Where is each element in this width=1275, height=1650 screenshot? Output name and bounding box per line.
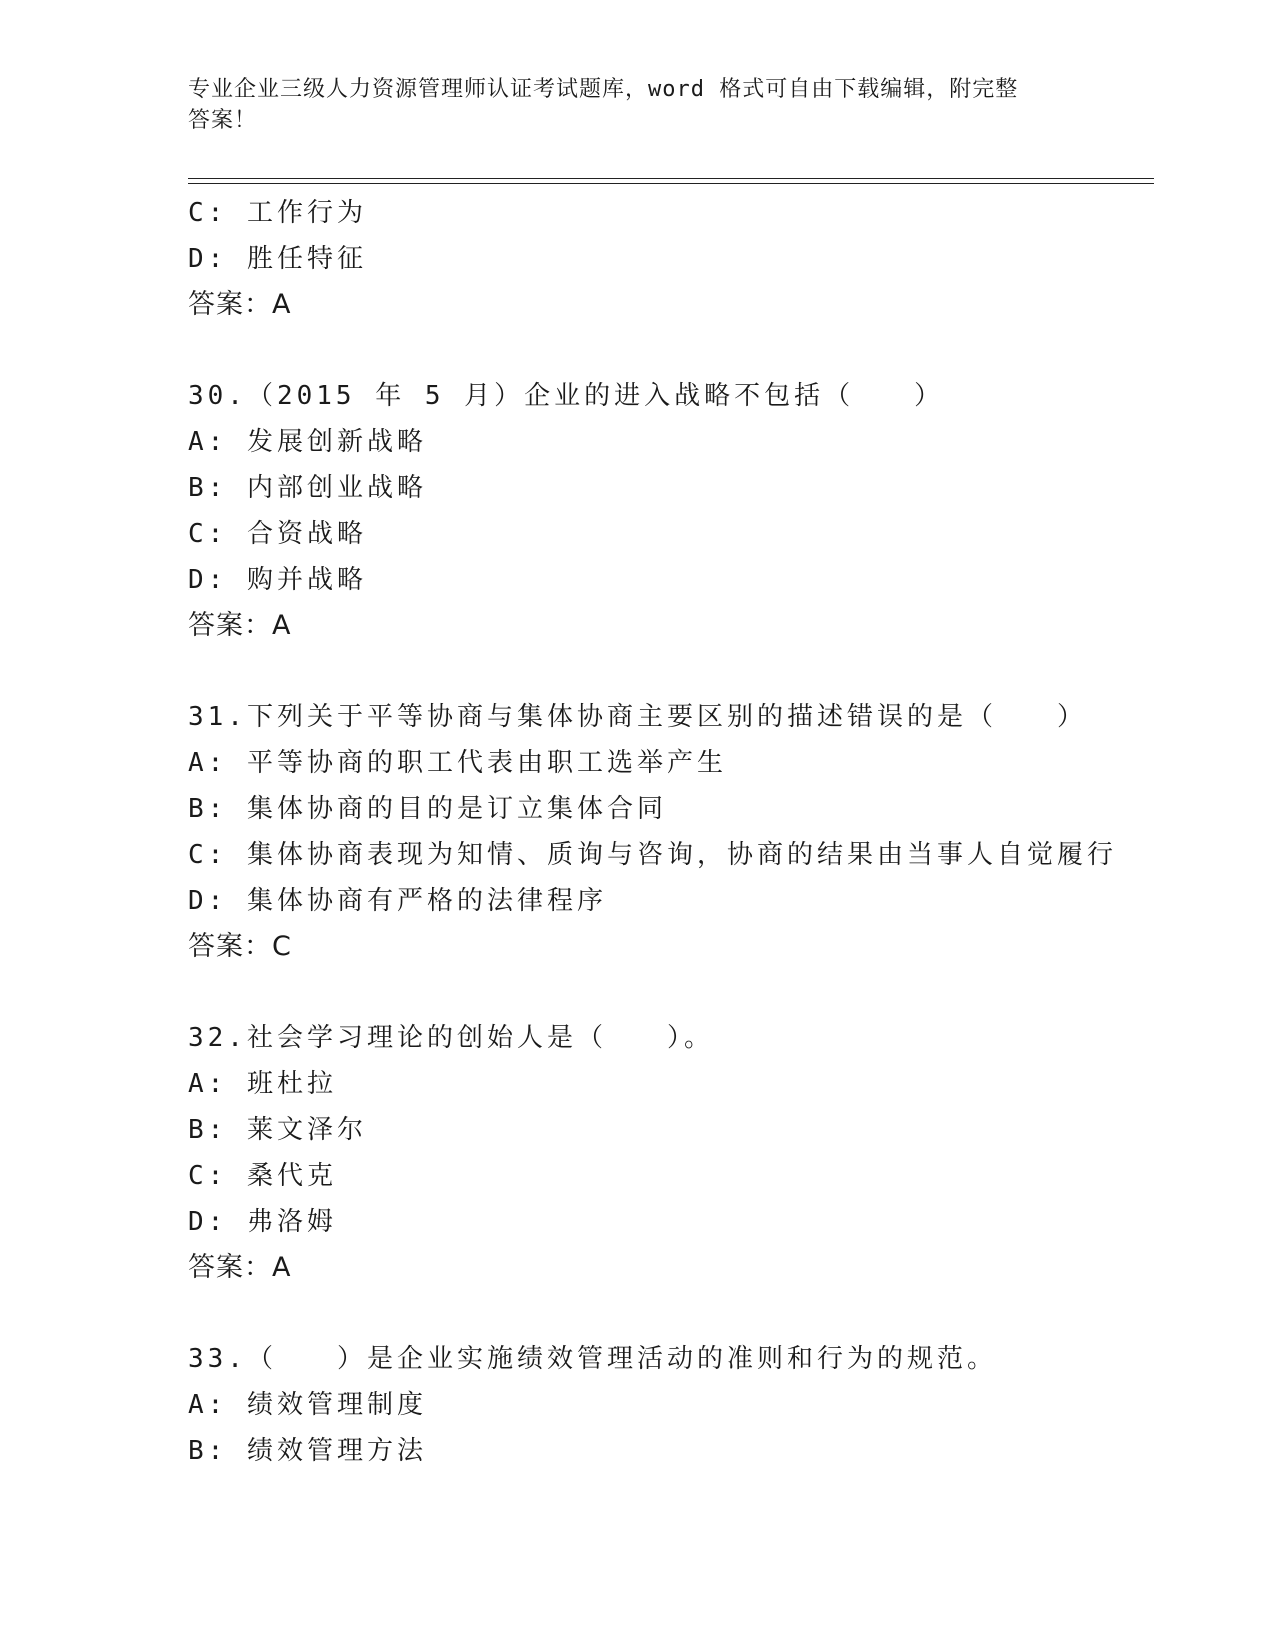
- question-list: [188, 190, 1148, 1474]
- option-b: B: 绩效管理方法: [188, 1436, 427, 1466]
- document-header: [188, 74, 1068, 136]
- question-30: 30.（2015 年 5 月）企业的进入战略不包括（ ）: [188, 381, 945, 411]
- option-c: C: 工作行为: [188, 198, 367, 228]
- answer-line: 答案：A: [188, 1252, 292, 1283]
- question-31: 31.下列关于平等协商与集体协商主要区别的描述错误的是（ ）: [188, 702, 1087, 732]
- question-33: 33.（ ）是企业实施绩效管理活动的准则和行为的规范。: [188, 1344, 997, 1374]
- option-a: A: 班杜拉: [188, 1069, 337, 1099]
- option-d: D: 胜任特征: [188, 244, 367, 274]
- answer-line: 答案：C: [188, 931, 292, 962]
- header-line-1: 专业企业三级人力资源管理师认证考试题库，word 格式可自由下载编辑，附完整: [188, 77, 1019, 102]
- option-b: B: 内部创业战略: [188, 473, 427, 503]
- option-b: B: 集体协商的目的是订立集体合同: [188, 794, 667, 824]
- option-b: B: 莱文泽尔: [188, 1115, 367, 1145]
- option-a: A: 绩效管理制度: [188, 1390, 427, 1420]
- header-line-2: 答案！: [188, 108, 258, 133]
- answer-line: 答案：A: [188, 610, 292, 641]
- answer-line: 答案：A: [188, 289, 292, 320]
- option-a: A: 发展创新战略: [188, 427, 427, 457]
- option-d: D: 集体协商有严格的法律程序: [188, 886, 607, 916]
- option-a: A: 平等协商的职工代表由职工选举产生: [188, 748, 727, 778]
- option-d: D: 购并战略: [188, 565, 367, 595]
- option-d: D: 弗洛姆: [188, 1207, 337, 1237]
- question-32: 32.社会学习理论的创始人是（ ）。: [188, 1023, 714, 1053]
- header-divider-bottom: [188, 183, 1154, 184]
- option-c: C: 桑代克: [188, 1161, 337, 1191]
- option-c: C: 集体协商表现为知情、质询与咨询，协商的结果由当事人自觉履行: [188, 840, 1117, 870]
- header-divider-top: [188, 178, 1154, 179]
- option-c: C: 合资战略: [188, 519, 367, 549]
